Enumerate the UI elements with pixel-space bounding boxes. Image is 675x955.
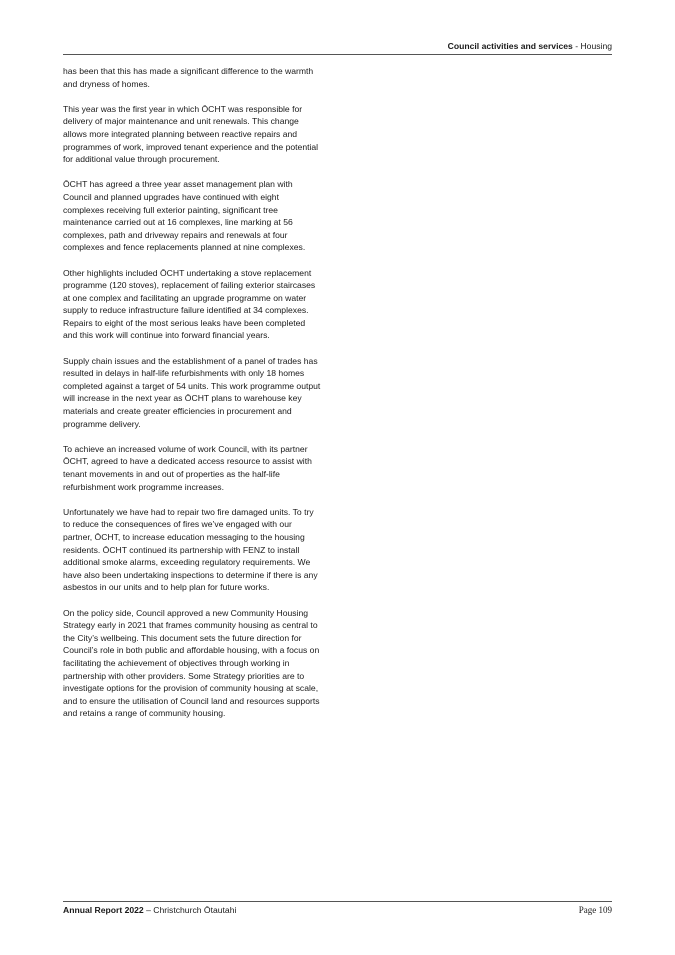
footer-report-title: Annual Report 2022: [63, 905, 144, 915]
header-separator: -: [572, 41, 581, 51]
paragraph: has been that this has made a significant difference to the warmth and dryness of homes.: [63, 66, 314, 89]
page-number: Page 109: [578, 905, 612, 915]
paragraph: Supply chain issues and the establishment of a panel of trades has resulted in delays in half-life refurbishments with only 18 homes completed against a target of 54 units. This work programme output will increase in the next year as ŌCHT plans to warehouse key materials and create greater efficiencies in procurement and programme delivery.: [63, 355, 321, 429]
paragraph: On the policy side, Council approved a new Community Housing Strategy early in 2021 that frames community housing as central to the City’s wellbeing. This document sets the future direction for Council’s role in both public and affordable housing, with a focus on facilitating the achievement of objectives through working in partnership with other providers. Some Strategy priorities are to investigate options for the provision of community housing at scale, and to ensure the utilisation of Council land and resources supports and retains a range of community housing.: [63, 607, 320, 719]
paragraph: Other highlights included ŌCHT undertaking a stove replacement programme (120 stoves), replacement of failing exterior staircases at one complex and facilitating an upgrade programme on water supply to reduce infrastructure failure identified at 34 complexes. Repairs to eight of the most serious leaks have been completed and this work will continue into forward financial years.: [63, 267, 316, 341]
footer-separator: –: [143, 905, 154, 915]
page-header: [63, 40, 612, 54]
paragraph: ŌCHT has agreed a three year asset management plan with Council and planned upgrades have continued with eight complexes receiving full exterior painting, significant tree maintenance carried out at 16 complexes, line marking at 56 complexes, path and driveway repairs and renewals at four complexes and fence replacements planned at nine complexes.: [63, 179, 306, 253]
header-subsection: Housing: [580, 41, 612, 51]
paragraph: To achieve an increased volume of work Council, with its partner ŌCHT, agreed to have a dedicated access resource to assist with tenant movements in and out of properties as the half-life refurbishment work programme increases.: [63, 443, 312, 492]
paragraph: Unfortunately we have had to repair two fire damaged units. To try to reduce the consequences of fires we’ve engaged with our partner, ŌCHT, to increase education messaging to the housing residents. ŌCHT continued its partnership with FENZ to install additional smoke alarms, exceeding regulatory requirements. We have also been undertaking inspections to determine if there is any asbestos in our units and to help plan for future works.: [63, 506, 318, 593]
footer-place: Christchurch Ōtautahi: [153, 905, 237, 915]
header-section-title: Council activities and services: [447, 41, 573, 51]
footer-divider: [63, 901, 612, 902]
paragraph: This year was the first year in which ŌCHT was responsible for delivery of major maintenance and unit renewals. This change allows more integrated planning between reactive repairs and programmes of work, improved tenant experience and the potential for additional value through procurement.: [63, 103, 319, 165]
body-text-column: [63, 65, 321, 732]
header-divider: [63, 54, 612, 55]
page-footer: [63, 904, 236, 916]
